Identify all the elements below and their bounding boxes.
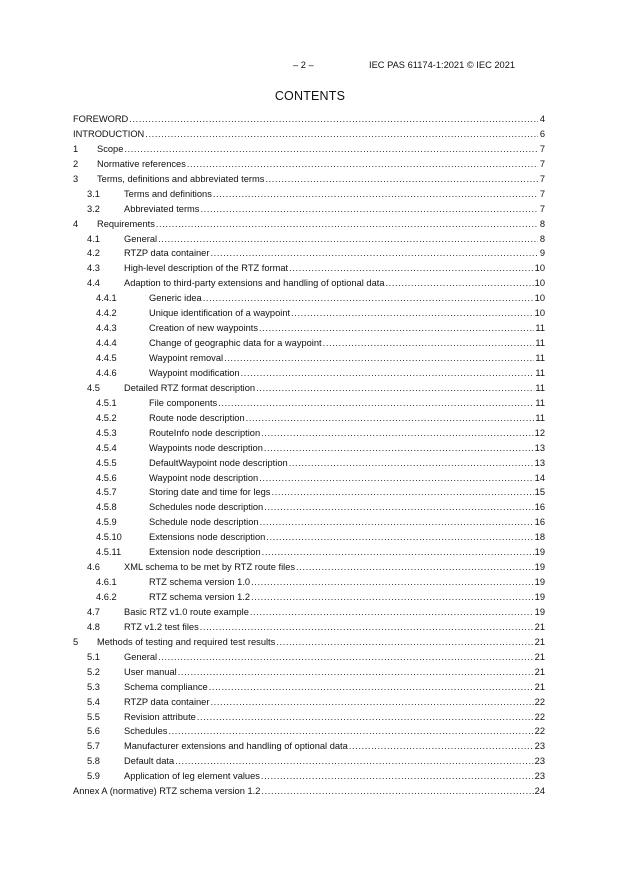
toc-entry-page: 7 [539, 188, 545, 199]
toc-entry-number: 4.2 [87, 248, 100, 259]
toc-entry-number: 5.9 [87, 771, 100, 782]
dot-leader [349, 739, 534, 754]
toc-entry-number: 1 [73, 143, 79, 154]
toc-entry-page: 22 [534, 726, 545, 737]
toc-entry-label: RouteInfo node description [149, 427, 261, 438]
toc-entry-label: Normative references [97, 158, 186, 169]
toc-entry[interactable] [73, 471, 545, 486]
toc-entry[interactable] [73, 291, 545, 306]
dot-leader [323, 336, 535, 351]
toc-entry-page: 19 [534, 547, 545, 558]
toc-entry-page: 21 [534, 636, 545, 647]
toc-entry-label: Schedules [124, 726, 168, 737]
toc-entry[interactable] [73, 695, 545, 710]
dot-leader [256, 381, 534, 396]
toc-entry-number: 5 [73, 636, 79, 647]
dot-leader [158, 232, 538, 247]
toc-entry-number: 3 [73, 173, 79, 184]
toc-entry[interactable] [73, 366, 545, 381]
toc-entry[interactable] [73, 665, 545, 680]
toc-entry-number: 4.4.2 [96, 308, 117, 319]
toc-entry[interactable] [73, 769, 545, 784]
toc-entry[interactable] [73, 605, 545, 620]
toc-entry-number: 4.3 [87, 263, 100, 274]
toc-entry-number: 4.5 [87, 382, 100, 393]
toc-entry-page: 7 [539, 203, 545, 214]
toc-entry-label: File components [149, 397, 218, 408]
dot-leader [271, 485, 533, 500]
toc-entry-number: 3.2 [87, 203, 100, 214]
dot-leader [261, 769, 534, 784]
dot-leader [213, 187, 538, 202]
toc-entry[interactable] [73, 456, 545, 471]
toc-entry-number: 4.5.9 [96, 517, 117, 528]
toc-entry-label: Default data [124, 756, 175, 767]
toc-entry-label: Detailed RTZ format description [124, 382, 256, 393]
toc-entry-label: General [124, 233, 158, 244]
toc-entry-number: 4.7 [87, 606, 100, 617]
dot-leader [124, 142, 538, 157]
toc-entry[interactable] [73, 142, 545, 157]
toc-entry-number: 4.5.5 [96, 457, 117, 468]
toc-entry[interactable] [73, 754, 545, 769]
toc-entry-page: 11 [535, 338, 545, 349]
toc-entry-label: Terms, definitions and abbreviated terms [97, 173, 265, 184]
toc-entry-label: Scope [97, 143, 124, 154]
toc-entry-label: RTZ schema version 1.2 [149, 592, 251, 602]
toc-entry-label: Unique identification of a waypoint [149, 308, 291, 319]
toc-entry-label: Manufacturer extensions and handling of optional data [124, 741, 348, 752]
dot-leader [289, 261, 534, 276]
toc-entry-label: XML schema to be met by RTZ route files [124, 562, 296, 573]
toc-entry-number: 3.1 [87, 188, 100, 199]
toc-entry-number: 4.6 [87, 562, 100, 573]
dot-leader [200, 620, 534, 635]
toc-entry-page: 10 [534, 308, 545, 319]
toc-entry-label: Schedule node description [149, 517, 259, 528]
toc-entry[interactable] [73, 680, 545, 695]
toc-entry-number: 4.6.1 [96, 577, 117, 588]
toc-entry-number: 4.5.7 [96, 487, 117, 498]
toc-entry-page: 11 [535, 397, 545, 408]
toc-entry-label: Abbreviated terms [124, 203, 200, 214]
toc-entry-number: 5.3 [87, 681, 100, 692]
dot-leader [200, 202, 538, 217]
toc-entry-page: 4 [539, 114, 545, 124]
dot-leader [289, 456, 534, 471]
toc-entry-label: Application of leg element values [124, 771, 260, 782]
dot-leader [210, 246, 538, 261]
toc-entry-page: 6 [539, 128, 545, 139]
toc-entry[interactable] [73, 590, 545, 605]
toc-entry-label: Creation of new waypoints [149, 323, 259, 334]
toc-entry-page: 21 [534, 681, 545, 692]
dot-leader [259, 321, 534, 336]
toc-entry-label: Schema compliance [124, 681, 208, 692]
toc-entry-page: 23 [534, 741, 545, 752]
toc-entry-page: 23 [534, 771, 545, 782]
toc-entry[interactable] [73, 784, 545, 799]
dot-leader [265, 172, 538, 187]
toc-entry-page: 13 [534, 442, 545, 453]
toc-entry-page: 11 [535, 353, 545, 363]
toc-entry[interactable] [73, 426, 545, 441]
toc-entry[interactable] [73, 232, 545, 247]
toc-entry[interactable] [73, 321, 545, 336]
toc-entry-page: 19 [534, 606, 545, 617]
toc-entry-number: 4.8 [87, 621, 100, 632]
toc-entry-label: Route node description [149, 412, 245, 423]
toc-entry-page: 7 [539, 143, 545, 154]
toc-entry-page: 23 [534, 756, 545, 767]
dot-leader [261, 426, 534, 441]
toc-entry-number: 5.2 [87, 666, 100, 677]
dot-leader [386, 276, 534, 291]
toc-entry-page: 21 [534, 651, 545, 662]
toc-entry-number: 4.5.4 [96, 442, 117, 453]
toc-entry-number: 5.7 [87, 741, 100, 752]
toc-entry-label: Extension node description [149, 547, 261, 558]
toc-entry-number: 4.4.5 [96, 353, 117, 363]
toc-entry-number: 4.5.8 [96, 502, 117, 513]
toc-entry-label: Revision attribute [124, 711, 196, 722]
toc-entry-number: 4.5.1 [96, 397, 117, 408]
toc-entry[interactable] [73, 351, 545, 366]
toc-entry[interactable] [73, 560, 545, 575]
toc-entry-number: 4.5.6 [96, 472, 117, 483]
toc-entry-number: 2 [73, 158, 79, 169]
dot-leader [178, 665, 534, 680]
toc-entry[interactable] [73, 246, 545, 261]
dot-leader [158, 650, 534, 665]
dot-leader [251, 575, 534, 590]
dot-leader [187, 157, 538, 172]
contents-title: CONTENTS [274, 89, 346, 103]
toc-entry-page: 15 [534, 487, 545, 498]
toc-entry-page: 16 [534, 517, 545, 528]
toc-entry-page: 19 [534, 592, 545, 602]
toc-entry[interactable] [73, 396, 545, 411]
dot-leader [276, 635, 533, 650]
toc-entry-label: Extensions node description [149, 532, 266, 543]
toc-entry-page: 13 [534, 457, 545, 468]
toc-entry-number: 4.4 [87, 278, 100, 289]
toc-entry-number: 4.4.3 [96, 323, 117, 334]
toc-entry-number: 4.5.11 [96, 547, 122, 558]
toc-entry-number: 4.1 [87, 233, 100, 244]
toc-entry-page: 10 [534, 293, 545, 304]
toc-entry-page: 21 [534, 666, 545, 677]
toc-entry[interactable] [73, 530, 545, 545]
toc-entry[interactable] [73, 620, 545, 635]
dot-leader [175, 754, 534, 769]
toc-entry[interactable] [73, 306, 545, 321]
toc-entry-label: Storing date and time for legs [149, 487, 271, 498]
toc-entry-label: User manual [124, 666, 177, 677]
toc-entry-page: 8 [539, 233, 545, 244]
toc-entry[interactable] [73, 336, 545, 351]
toc-entry[interactable] [73, 575, 545, 590]
toc-entry[interactable] [73, 635, 545, 650]
toc-entry-number: 5.8 [87, 756, 100, 767]
toc-entry-page: 18 [534, 532, 545, 543]
toc-entry-page: 11 [535, 412, 545, 423]
toc-entry-label: Requirements [97, 218, 155, 229]
standard-reference: IEC PAS 61174-1:2021 © IEC 2021 [369, 60, 516, 70]
dot-leader [261, 784, 533, 799]
toc-entry[interactable] [73, 217, 545, 232]
dot-leader [218, 396, 534, 411]
toc-entry-page: 12 [534, 427, 545, 438]
toc-entry-label: Change of geographic data for a waypoint [149, 338, 322, 349]
toc-entry[interactable] [73, 157, 545, 172]
page-number: – 2 – [293, 60, 314, 70]
toc-entry[interactable] [73, 485, 545, 500]
toc-entry-number: 5.4 [87, 696, 100, 707]
dot-leader [156, 217, 538, 232]
toc-entry-label: RTZ v1.2 test files [124, 621, 199, 632]
dot-leader [209, 680, 534, 695]
dot-leader [210, 695, 533, 710]
toc-entry[interactable] [73, 441, 545, 456]
toc-entry[interactable] [73, 710, 545, 725]
toc-entry-label: RTZP data container [124, 248, 210, 259]
toc-entry-number: 4.5.10 [96, 532, 122, 543]
toc-entry-page: 24 [534, 786, 545, 797]
toc-entry-label: Basic RTZ v1.0 route example [124, 606, 249, 617]
toc-entry[interactable] [73, 276, 545, 291]
toc-entry-page: 9 [539, 248, 545, 259]
toc-entry-label: RTZP data container [124, 696, 210, 707]
toc-entry-page: 7 [539, 158, 545, 169]
toc-entry[interactable] [73, 650, 545, 665]
toc-entry-page: 19 [534, 562, 545, 573]
toc-entry[interactable] [73, 411, 545, 426]
dot-leader [129, 112, 538, 127]
toc-entry-label: RTZ schema version 1.0 [149, 577, 251, 588]
toc-entry[interactable] [73, 187, 545, 202]
toc-entry-label: FOREWORD [73, 114, 129, 124]
toc-entry-label: Generic idea [149, 293, 202, 304]
toc-entry-label: Adaption to third-party extensions and handling of optional data [124, 278, 385, 289]
dot-leader [168, 724, 533, 739]
table-of-contents [73, 112, 545, 799]
toc-entry-page: 14 [534, 472, 545, 483]
dot-leader [264, 500, 533, 515]
dot-leader [241, 366, 535, 381]
toc-entry-number: 4.5.3 [96, 427, 117, 438]
toc-entry-label: Terms and definitions [124, 188, 212, 199]
dot-leader [291, 306, 534, 321]
toc-entry[interactable] [73, 739, 545, 754]
toc-entry-label: INTRODUCTION [73, 128, 145, 139]
toc-entry-label: General [124, 651, 158, 662]
dot-leader [251, 590, 534, 605]
toc-entry-page: 10 [534, 278, 545, 289]
dot-leader [260, 515, 534, 530]
toc-entry-page: 16 [534, 502, 545, 513]
toc-entry-label: High-level description of the RTZ format [124, 263, 289, 274]
dot-leader [259, 471, 533, 486]
toc-entry[interactable] [73, 112, 545, 127]
toc-entry-page: 11 [535, 382, 545, 393]
toc-entry-number: 5.6 [87, 726, 100, 737]
dot-leader [250, 605, 534, 620]
toc-entry-label: Waypoint node description [149, 472, 259, 483]
toc-entry-label: Annex A (normative) RTZ schema version 1.2 [73, 786, 261, 797]
toc-entry-number: 5.5 [87, 711, 100, 722]
toc-entry-number: 4.4.4 [96, 338, 117, 349]
toc-entry-number: 4.4.1 [96, 293, 117, 304]
toc-entry-page: 22 [534, 711, 545, 722]
toc-entry-label: DefaultWaypoint node description [149, 457, 288, 468]
toc-entry-page: 19 [534, 577, 545, 588]
toc-entry-page: 8 [539, 218, 545, 229]
toc-entry-number: 4 [73, 218, 79, 229]
toc-entry-label: Schedules node description [149, 502, 264, 513]
toc-entry-number: 4.4.6 [96, 367, 117, 378]
dot-leader [197, 710, 534, 725]
toc-entry[interactable] [73, 545, 545, 560]
toc-entry-page: 7 [539, 173, 545, 184]
toc-entry[interactable] [73, 202, 545, 217]
toc-entry[interactable] [73, 172, 545, 187]
toc-entry-page: 10 [534, 263, 545, 274]
dot-leader [224, 351, 534, 366]
toc-entry[interactable] [73, 724, 545, 739]
toc-entry-label: Methods of testing and required test results [97, 636, 276, 647]
dot-leader [145, 127, 538, 142]
toc-entry-page: 22 [534, 696, 545, 707]
dot-leader [266, 530, 533, 545]
toc-entry-label: Waypoint removal [149, 353, 224, 363]
dot-leader [246, 411, 535, 426]
toc-entry-number: 5.1 [87, 651, 100, 662]
toc-entry[interactable] [73, 261, 545, 276]
toc-entry-label: Waypoints node description [149, 442, 263, 453]
toc-entry-page: 11 [535, 367, 545, 378]
toc-entry[interactable] [73, 381, 545, 396]
dot-leader [262, 545, 534, 560]
dot-leader [296, 560, 534, 575]
toc-entry-page: 21 [534, 621, 545, 632]
toc-entry[interactable] [73, 515, 545, 530]
toc-entry[interactable] [73, 127, 545, 142]
dot-leader [264, 441, 534, 456]
dot-leader [203, 291, 534, 306]
toc-entry[interactable] [73, 500, 545, 515]
toc-entry-number: 4.5.2 [96, 412, 117, 423]
toc-entry-label: Waypoint modification [149, 367, 240, 378]
toc-entry-number: 4.6.2 [96, 592, 117, 602]
toc-entry-page: 11 [535, 323, 545, 334]
